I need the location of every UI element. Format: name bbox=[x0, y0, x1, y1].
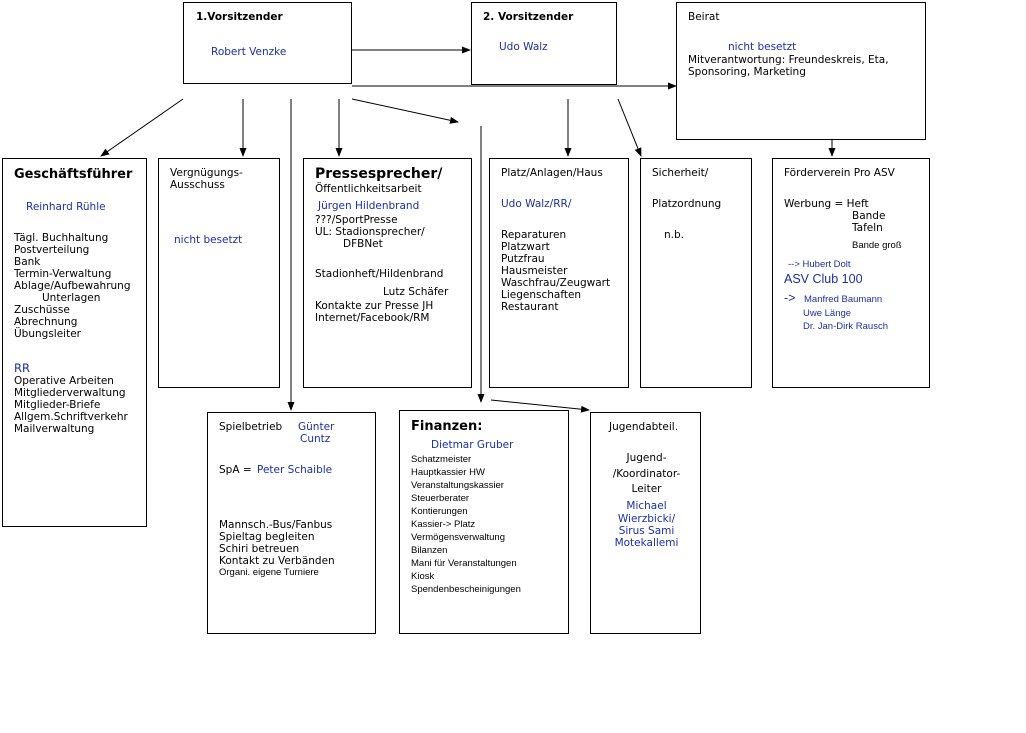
node-line: Werbung = Heft bbox=[784, 198, 869, 210]
node-line: Mani für Veranstaltungen bbox=[411, 558, 517, 569]
node-title: Pressesprecher/ bbox=[315, 166, 443, 182]
node-sicherheit bbox=[640, 158, 752, 388]
node-person: Udo Walz bbox=[499, 41, 548, 53]
node-line: Hausmeister bbox=[501, 265, 568, 277]
node-person: Sirus Sami bbox=[618, 525, 675, 537]
node-line: Steuerberater bbox=[411, 493, 470, 504]
node-club: ASV Club 100 bbox=[784, 272, 863, 286]
task-line: Mailverwaltung bbox=[14, 423, 95, 435]
node-line: Spendenbescheinigungen bbox=[411, 584, 521, 595]
node-subtitle: /Koordinator- bbox=[612, 468, 681, 480]
task-line: Tägl. Buchhaltung bbox=[14, 232, 109, 244]
node-title: Sicherheit/ bbox=[652, 167, 709, 179]
node-pressesprecher bbox=[303, 158, 472, 388]
node-line: Liegenschaften bbox=[501, 289, 582, 301]
node-finanzen bbox=[399, 410, 569, 634]
node-contact: --> Hubert Dolt bbox=[788, 259, 851, 270]
node-title: Vergnügungs- bbox=[170, 167, 243, 179]
node-beirat bbox=[676, 2, 926, 140]
node-line: Kontierungen bbox=[411, 506, 468, 517]
node-line: Lutz Schäfer bbox=[383, 286, 449, 298]
node-line: Bande groß bbox=[852, 240, 902, 251]
node-line: Tafeln bbox=[852, 222, 883, 234]
node-person: Motekallemi bbox=[614, 537, 679, 549]
node-person-2: RR bbox=[14, 361, 30, 375]
node-status: nicht besetzt bbox=[174, 234, 243, 246]
node-line: ???/SportPresse bbox=[315, 214, 398, 226]
arrow-v1-to-right bbox=[352, 99, 458, 122]
node-title: 2. Vorsitzender bbox=[483, 11, 574, 23]
node-title: 1.Vorsitzender bbox=[196, 11, 283, 23]
node-line: Mitverantwortung: Freundeskreis, Eta, bbox=[688, 54, 889, 66]
node-line: Organi. eigene Turniere bbox=[219, 567, 319, 578]
spa-label: SpA = bbox=[219, 464, 255, 476]
node-line: Kiosk bbox=[411, 571, 435, 582]
task-line: Termin-Verwaltung bbox=[14, 268, 112, 280]
node-title: Finanzen: bbox=[411, 419, 483, 434]
node-subtitle: Jugend- bbox=[626, 452, 667, 464]
node-geschaeftsfuehrer bbox=[2, 158, 147, 527]
task-line: Mitglieder-Briefe bbox=[14, 399, 101, 411]
task-line: Abrechnung bbox=[14, 316, 78, 328]
node-person: Günter bbox=[298, 421, 335, 433]
node-subtitle: Platzordnung bbox=[652, 198, 722, 210]
node-person: Jürgen Hildenbrand bbox=[318, 200, 420, 212]
node-line: Stadionheft/Hildenbrand bbox=[315, 268, 444, 280]
node-jugendabteilung bbox=[590, 412, 701, 634]
task-line: Operative Arbeiten bbox=[14, 375, 114, 387]
node-title: Geschäftsführer bbox=[14, 167, 133, 182]
node-title: Spielbetrieb bbox=[219, 421, 283, 433]
node-vergnuegungsausschuss bbox=[158, 158, 280, 388]
node-person: Robert Venzke bbox=[211, 46, 287, 58]
node-line: Vermögensverwaltung bbox=[411, 532, 505, 543]
node-foerderverein bbox=[772, 158, 930, 388]
node-line: Spieltag begleiten bbox=[219, 531, 315, 543]
node-line: Schiri betreuen bbox=[219, 543, 300, 555]
node-line: Kontakt zu Verbänden bbox=[219, 555, 335, 567]
node-person: Manfred Baumann bbox=[804, 294, 883, 305]
task-line: Unterlagen bbox=[42, 292, 101, 304]
node-line: Platzwart bbox=[501, 241, 550, 253]
task-line: Zuschüsse bbox=[14, 304, 70, 316]
node-subtitle: Leiter bbox=[631, 483, 662, 495]
node-line: Mannsch.-Bus/Fanbus bbox=[219, 519, 333, 531]
task-line: Bank bbox=[14, 256, 41, 268]
node-person: Wierzbicki/ bbox=[617, 513, 676, 525]
node-vorsitzender-1 bbox=[183, 2, 352, 84]
node-person: Udo Walz/RR/ bbox=[501, 198, 572, 210]
node-line: Restaurant bbox=[501, 301, 559, 313]
task-line: Mitgliederverwaltung bbox=[14, 387, 126, 399]
node-title: Beirat bbox=[688, 11, 720, 23]
node-line: Bilanzen bbox=[411, 545, 448, 556]
node-person: Dr. Jan-Dirk Rausch bbox=[803, 321, 888, 332]
node-line: Schatzmeister bbox=[411, 454, 472, 465]
arrow-to-jugend bbox=[491, 400, 589, 410]
node-status: nicht besetzt bbox=[728, 41, 797, 53]
task-line: Postverteilung bbox=[14, 244, 90, 256]
node-subtitle: Öffentlichkeitsarbeit bbox=[315, 183, 422, 195]
node-line: DFBNet bbox=[343, 238, 383, 250]
node-title: Förderverein Pro ASV bbox=[784, 167, 895, 179]
node-line: Reparaturen bbox=[501, 229, 567, 241]
node-line: UL: Stadionsprecher/ bbox=[315, 226, 425, 238]
task-line: Ablage/Aufbewahrung bbox=[14, 280, 131, 292]
node-line: Internet/Facebook/RM bbox=[315, 312, 430, 324]
node-title: Platz/Anlagen/Haus bbox=[501, 167, 603, 179]
node-spielbetrieb bbox=[207, 412, 376, 634]
spa-person: Peter Schaible bbox=[257, 464, 333, 476]
node-title: Ausschuss bbox=[170, 179, 225, 191]
node-person: Michael bbox=[626, 500, 667, 512]
node-vorsitzender-2 bbox=[471, 2, 617, 85]
node-person: Cuntz bbox=[300, 433, 331, 445]
node-platz-anlagen-haus bbox=[489, 158, 629, 388]
task-line: Allgem.Schriftverkehr bbox=[14, 411, 128, 423]
node-line: Waschfrau/Zeugwart bbox=[501, 277, 611, 289]
node-line: Bande bbox=[852, 210, 886, 222]
node-arrow-text: -> bbox=[784, 291, 796, 305]
node-title: Jugendabteil. bbox=[609, 421, 679, 433]
node-line: Putzfrau bbox=[501, 253, 545, 265]
node-person: Dietmar Gruber bbox=[431, 439, 514, 451]
node-line: Kontakte zur Presse JH bbox=[315, 300, 434, 312]
arrow-v1-to-gf bbox=[101, 99, 183, 156]
node-line: Hauptkassier HW bbox=[411, 467, 485, 478]
node-person: Reinhard Rühle bbox=[26, 201, 106, 213]
arrow-to-sicher bbox=[618, 99, 641, 156]
task-line: Übungsleiter bbox=[14, 328, 81, 340]
node-line: Veranstaltungskassier bbox=[411, 480, 504, 491]
node-line: Kassier-> Platz bbox=[411, 519, 476, 530]
node-person: Uwe Länge bbox=[803, 308, 852, 319]
node-line: Sponsoring, Marketing bbox=[688, 66, 806, 78]
node-status: n.b. bbox=[664, 229, 684, 241]
